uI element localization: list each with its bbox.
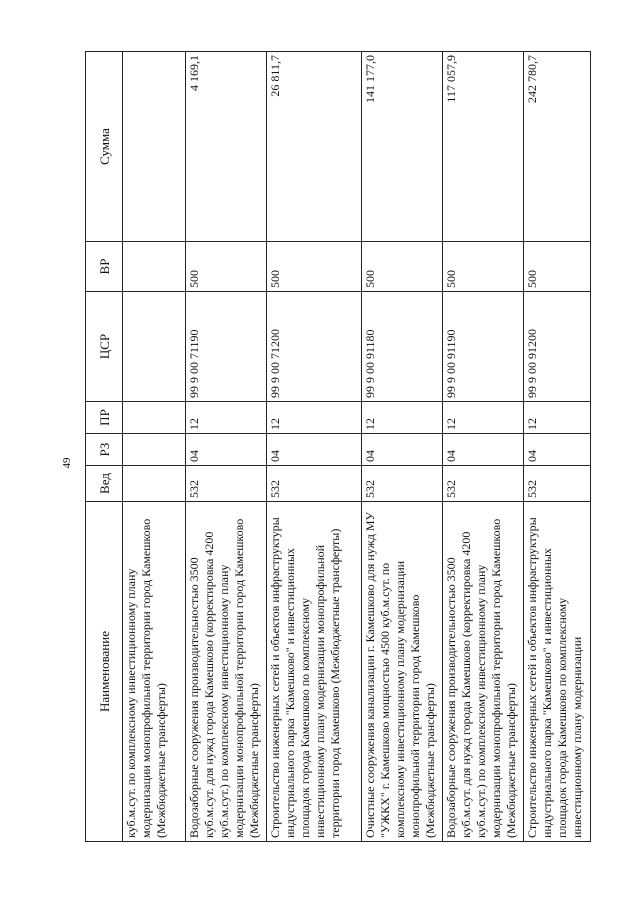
cell-ved: 532: [362, 466, 443, 502]
cell-vr: 500: [524, 242, 591, 292]
header-rz: РЗ: [86, 434, 123, 466]
cell-vr: 500: [443, 242, 524, 292]
cell-sum: 117 057,9: [443, 52, 524, 242]
cell-ved: [123, 466, 186, 502]
table-row: [362, 52, 443, 842]
header-ved: Вед: [86, 466, 123, 502]
header-vr: ВР: [86, 242, 123, 292]
cell-csr: [123, 292, 186, 402]
header-pr: ПР: [86, 402, 123, 434]
cell-vr: [123, 242, 186, 292]
cell-ved: 532: [443, 466, 524, 502]
header-csr: ЦСР: [86, 292, 123, 402]
cell-vr: 500: [362, 242, 443, 292]
cell-name: Строительство инженерных сетей и объектов инфраструктуры индустриального парка "Камешково" и инвестиционных площадок города Камешково по комплексному инвестиционному плану модернизации монопрофильной территории город Камешково (Межбюджетные трансферты): [267, 502, 362, 842]
cell-pr: 12: [443, 402, 524, 434]
cell-sum: 242 780,7: [524, 52, 591, 242]
cell-sum: 141 177,0: [362, 52, 443, 242]
budget-table: [85, 51, 591, 842]
cell-name: Водозаборные сооружения производительностью 3500 куб.м.сут. для нужд города Камешково (корректировка 4200 куб.м.сут.) по комплексному инвестиционному плану модернизации монопрофильной территории город Камешково (Межбюджетные трансферты): [443, 502, 524, 842]
header-name: Наименование: [86, 502, 123, 842]
table-row: [186, 52, 267, 842]
table-header-row: [86, 52, 123, 842]
cell-sum: 4 169,1: [186, 52, 267, 242]
table-row: [267, 52, 362, 842]
cell-sum: 26 811,7: [267, 52, 362, 242]
table-row: [524, 52, 591, 842]
cell-vr: 500: [186, 242, 267, 292]
table-row: [443, 52, 524, 842]
cell-ved: 532: [524, 466, 591, 502]
cell-rz: 04: [524, 434, 591, 466]
cell-csr: 99 9 00 91190: [443, 292, 524, 402]
cell-rz: 04: [267, 434, 362, 466]
cell-sum: [123, 52, 186, 242]
cell-vr: 500: [267, 242, 362, 292]
cell-csr: 99 9 00 71190: [186, 292, 267, 402]
cell-name: Строительство инженерных сетей и объектов инфраструктуры индустриального парка "Камешково" и инвестиционных площадок города Камешково по комплексному инвестиционному плану модернизации: [524, 502, 591, 842]
cell-pr: [123, 402, 186, 434]
cell-pr: 12: [524, 402, 591, 434]
cell-ved: 532: [267, 466, 362, 502]
cell-name: куб.м.сут. по комплексному инвестиционному плану модернизации монопрофильной территории город Камешково (Межбюджетные трансферты): [123, 502, 186, 842]
cell-csr: 99 9 00 91200: [524, 292, 591, 402]
cell-csr: 99 9 00 71200: [267, 292, 362, 402]
cell-rz: [123, 434, 186, 466]
cell-name: Очистные сооружения канализации г. Камешково для нужд МУ "УЖКХ" г. Камешково мощностью 4500 куб.м.сут. по комплексному инвестиционному плану модернизации монопрофильной территории город Камешково (Межбюджетные трансферты): [362, 502, 443, 842]
cell-name: Водозаборные сооружения производительностью 3500 куб.м.сут. для нужд города Камешково (корректировка 4200 куб.м.сут.) по комплексному инвестиционному плану модернизации монопрофильной территории город Камешково (Межбюджетные трансферты): [186, 502, 267, 842]
cell-rz: 04: [443, 434, 524, 466]
cell-pr: 12: [186, 402, 267, 434]
header-sum: Сумма: [86, 52, 123, 242]
cell-rz: 04: [186, 434, 267, 466]
cell-pr: 12: [267, 402, 362, 434]
page-number: 49: [61, 457, 73, 469]
cell-csr: 99 9 00 91180: [362, 292, 443, 402]
cell-rz: 04: [362, 434, 443, 466]
cell-ved: 532: [186, 466, 267, 502]
cell-pr: 12: [362, 402, 443, 434]
table-row: [123, 52, 186, 842]
rotated-table-wrapper: [85, 52, 590, 842]
